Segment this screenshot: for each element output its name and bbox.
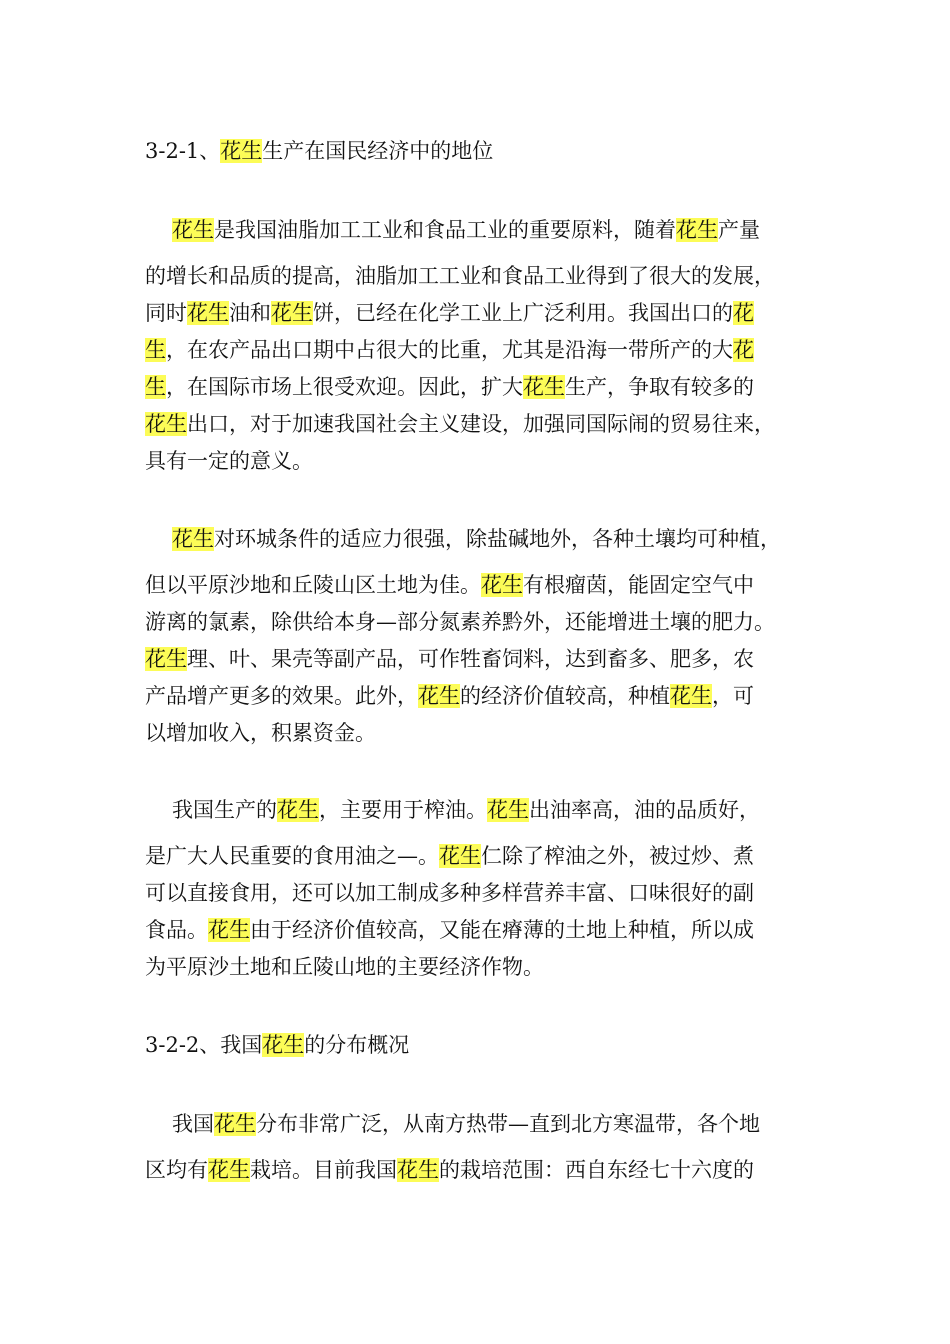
- highlighted-term: 花生: [418, 684, 460, 708]
- text-line: 以增加收入，积累资金。: [145, 721, 376, 745]
- highlighted-term: 花生: [523, 375, 565, 399]
- highlighted-term: 花生: [187, 301, 229, 325]
- highlighted-term: 花生: [439, 844, 481, 868]
- paragraph-peanut-importance: [145, 212, 807, 480]
- highlighted-term: 花生: [172, 527, 214, 551]
- highlighted-term: 花生: [277, 798, 319, 822]
- highlighted-term: 生: [145, 375, 166, 399]
- highlighted-term: 花生: [676, 218, 718, 242]
- text-line: 产品增产更多的效果。此外，花生的经济价值较高，种植花生，可: [145, 684, 754, 708]
- paragraph-peanut-uses: [145, 792, 807, 986]
- section-heading-3-2-2: 3-2-2、我国花生的分布概况: [145, 1033, 410, 1057]
- highlighted-term: 花: [733, 301, 754, 325]
- text-line: 是广大人民重要的食用油之—。花生仁除了榨油之外，被过炒、煮: [145, 844, 754, 868]
- highlighted-term: 花生: [220, 139, 263, 163]
- highlighted-term: 生: [145, 338, 166, 362]
- text-line: 花生理、叶、果壳等副产品，可作牲畜饲料，达到畜多、肥多，农: [145, 647, 754, 671]
- highlighted-term: 花生: [214, 1112, 256, 1136]
- text-line: 我国花生分布非常广泛，从南方热带—直到北方寒温带，各个地: [172, 1112, 760, 1136]
- highlighted-term: 花生: [481, 573, 523, 597]
- highlighted-term: 花生: [670, 684, 712, 708]
- highlighted-term: 花生: [487, 798, 529, 822]
- highlighted-term: 花生: [208, 918, 250, 942]
- highlighted-term: 花生: [397, 1158, 439, 1182]
- highlighted-term: 花生: [271, 301, 313, 325]
- text-line: 游离的氯素，除供给本身—部分氮素养黔外，还能增进土壤的肥力。: [145, 610, 775, 634]
- text-line: 花生出口，对于加速我国社会主义建设，加强同国际闹的贸易往来，: [145, 412, 775, 436]
- highlighted-term: 花生: [145, 412, 187, 436]
- highlighted-term: 花生: [262, 1033, 305, 1057]
- section-heading-3-2-1: 3-2-1、花生生产在国民经济中的地位: [145, 139, 494, 163]
- highlighted-term: 花生: [208, 1158, 250, 1182]
- text-line: 具有一定的意义。: [145, 449, 313, 473]
- text-line: 为平原沙土地和丘陵山地的主要经济作物。: [145, 955, 544, 979]
- text-line: 花生是我国油脂加工工业和食品工业的重要原料，随着花生产量: [172, 218, 760, 242]
- text-line: 同时花生油和花生饼，已经在化学工业上广泛利用。我国出口的花: [145, 301, 754, 325]
- text-line: 生，在国际市场上很受欢迎。因此，扩大花生生产，争取有较多的: [145, 375, 754, 399]
- text-line: 我国生产的花生，主要用于榨油。花生出油率高，油的品质好，: [172, 798, 760, 822]
- text-line: 食品。花生由于经济价值较高，又能在瘠薄的土地上种植，所以成: [145, 918, 754, 942]
- highlighted-term: 花: [733, 338, 754, 362]
- text-line: 区均有花生栽培。目前我国花生的栽培范围：西自东经七十六度的: [145, 1158, 754, 1182]
- text-line: 花生对环城条件的适应力很强，除盐碱地外，各种土壤均可种植，: [172, 527, 781, 551]
- paragraph-peanut-distribution: [145, 1106, 807, 1189]
- text-line: 可以直接食用，还可以加工制成多种多样营养丰富、口味很好的副: [145, 881, 754, 905]
- paragraph-peanut-adaptability: [145, 521, 807, 752]
- text-line: 但以平原沙地和丘陵山区土地为佳。花生有根瘤茵，能固定空气中: [145, 573, 754, 597]
- highlighted-term: 花生: [172, 218, 214, 242]
- text-line: 的增长和品质的提高，油脂加工工业和食品工业得到了很大的发展，: [145, 264, 775, 288]
- text-line: 生，在农产品出口期中占很大的比重，尤其是沿海一带所产的大花: [145, 338, 754, 362]
- highlighted-term: 花生: [145, 647, 187, 671]
